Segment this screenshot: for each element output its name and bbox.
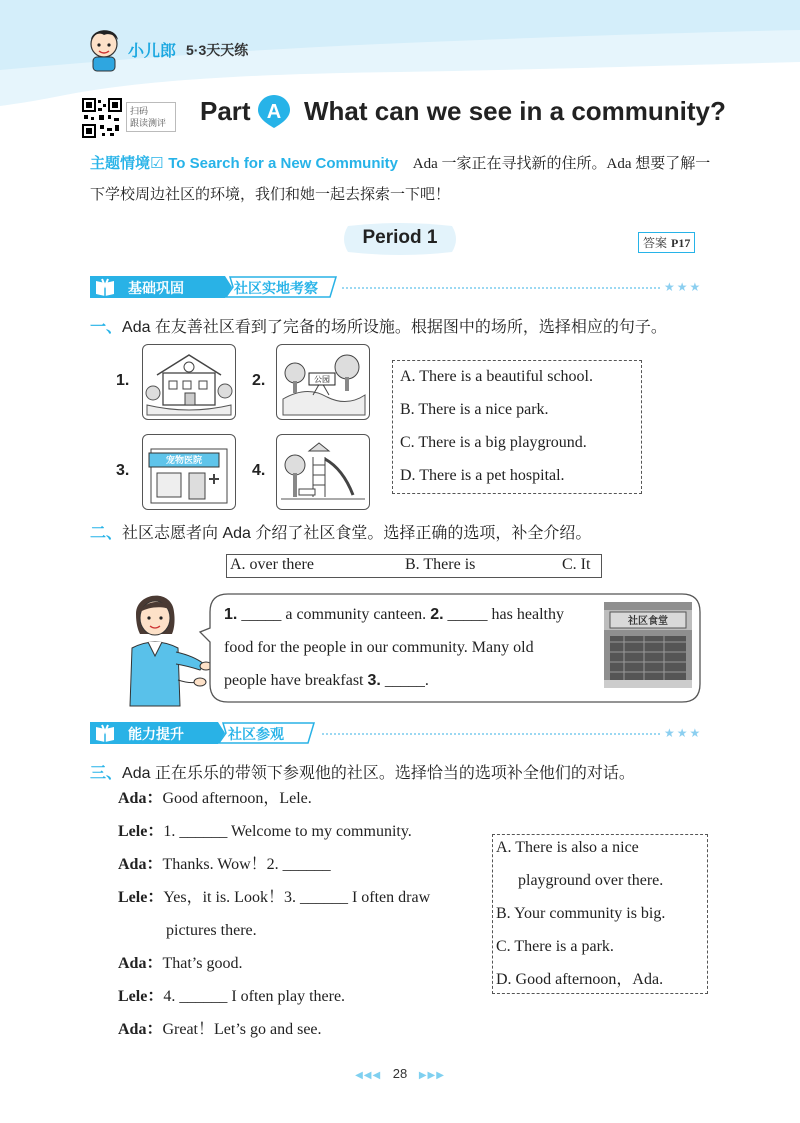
blank-2[interactable]: _____ <box>447 606 488 623</box>
section-bar-advanced <box>90 720 320 746</box>
page-number: 28 <box>392 1066 408 1081</box>
qr-caption: 扫码 跟读测评 <box>126 102 176 132</box>
part-letter-badge <box>257 94 291 128</box>
brand-logo-text: 小儿郎 <box>128 43 177 60</box>
question-3-text: Ada 正在乐乐的带领下参观他的社区。选择恰当的选项补全他们的对话。 <box>122 765 635 782</box>
pet-hospital-icon <box>142 434 236 510</box>
section-sub-basic: 社区实地考察 <box>234 280 318 296</box>
theme-chinese: Ada 一家正在寻找新的住所。Ada 想要了解一下学校周边社区的环境，我们和她一起去探索一下吧！ <box>90 156 711 203</box>
section-divider <box>322 733 660 735</box>
question-3-option-b: B. Your community is big. <box>496 905 666 922</box>
question-2-instruction <box>90 520 591 543</box>
theme-english: To Search for a New Community <box>168 155 398 172</box>
series-name: 5·3天天练 <box>186 42 249 58</box>
speech-line-3 <box>224 664 604 697</box>
question-2-option-a: A. over there <box>230 556 314 573</box>
speech-line-1 <box>224 598 604 631</box>
speech-line-2: food for the people in our community. Many old <box>224 639 534 656</box>
question-2-number: 二、 <box>90 525 123 542</box>
book-icon <box>94 723 116 743</box>
prev-arrows-icon: ◀◀◀ <box>355 1070 382 1081</box>
question-2-option-b: B. There is <box>405 556 476 573</box>
speech-line-1-text-end: has healthy <box>487 606 564 623</box>
picture-2-number: 2. <box>252 372 266 389</box>
blank-3[interactable]: _____. <box>384 672 429 689</box>
blank-1-number: 1. <box>224 606 238 623</box>
canteen-introduction <box>224 598 604 697</box>
dialogue-line[interactable]: Lele：4. ______ I often play there. <box>118 988 346 1005</box>
book-icon <box>94 277 116 297</box>
question-3-instruction <box>90 760 635 783</box>
question-1-number: 一、 <box>90 319 123 336</box>
next-arrows-icon: ▶▶▶ <box>418 1070 445 1081</box>
question-3-number: 三、 <box>90 765 123 782</box>
question-2-text: 社区志愿者向 Ada 介绍了社区食堂。选择正确的选项，补全介绍。 <box>122 525 592 542</box>
dialogue-line: Ada：Good afternoon，Lele. <box>118 790 312 807</box>
speech-line-3-text: people have breakfast <box>224 672 368 689</box>
dialogue-line: pictures there. <box>166 922 257 939</box>
period-title: Period 1 <box>362 227 438 248</box>
section-label-basic: 基础巩固 <box>128 280 184 296</box>
section-stars: ★★★ <box>664 726 703 740</box>
question-1-option-d: D. There is a pet hospital. <box>400 467 565 484</box>
school-building-icon <box>142 344 236 420</box>
answer-reference[interactable] <box>638 232 695 253</box>
blank-2-number: 2. <box>430 606 444 623</box>
theme-intro <box>90 148 720 210</box>
question-3-option-a: A. There is also a nice <box>496 839 639 856</box>
section-sub-advanced: 社区参观 <box>228 726 284 742</box>
picture-3-number: 3. <box>116 462 130 479</box>
question-3-option-d: D. Good afternoon，Ada. <box>496 971 664 988</box>
question-2-option-c: C. It <box>562 556 591 573</box>
answer-page: P17 <box>671 236 691 250</box>
pet-hospital-sign: 宠物医院 <box>165 456 203 466</box>
boy-mascot-icon <box>84 26 124 72</box>
canteen-photo <box>604 602 692 688</box>
question-1-text: Ada 在友善社区看到了完备的场所设施。根据图中的场所，选择相应的句子。 <box>122 319 667 336</box>
park-sign: 公园 <box>314 375 330 384</box>
section-divider <box>342 287 660 289</box>
question-3-option-c: C. There is a park. <box>496 938 614 955</box>
dialogue-line[interactable]: Lele：Yes，it is. Look！3. ______ I often draw <box>118 889 431 906</box>
question-1-option-c: C. There is a big playground. <box>400 434 587 451</box>
section-stars: ★★★ <box>664 280 703 294</box>
dialogue-line: Ada：That’s good. <box>118 955 243 972</box>
park-icon <box>276 344 370 420</box>
dialogue <box>118 782 498 1046</box>
theme-label: 主题情境☑ <box>90 155 164 172</box>
speech-line-1-text: a community canteen. <box>281 606 431 623</box>
part-label: Part <box>200 96 251 126</box>
dialogue-line[interactable]: Lele：1. ______ Welcome to my community. <box>118 823 412 840</box>
question-1-instruction <box>90 314 667 337</box>
answer-label: 答案 <box>643 236 668 250</box>
part-letter: A <box>266 101 282 123</box>
picture-1-number: 1. <box>116 372 130 389</box>
qr-code-icon[interactable] <box>82 98 122 138</box>
page-title: What can we see in a community? <box>304 96 726 126</box>
question-1-option-b: B. There is a nice park. <box>400 401 549 418</box>
playground-icon <box>276 434 370 510</box>
blank-3-number: 3. <box>367 672 381 689</box>
picture-4-number: 4. <box>252 462 266 479</box>
section-label-advanced: 能力提升 <box>128 726 184 742</box>
question-1-option-a: A. There is a beautiful school. <box>400 368 593 385</box>
dialogue-line[interactable]: Ada：Thanks. Wow！2. ______ <box>118 856 331 873</box>
dialogue-line: Ada：Great！Let’s go and see. <box>118 1021 322 1038</box>
canteen-sign: 社区食堂 <box>628 616 668 627</box>
page-footer <box>340 1066 460 1081</box>
question-3-option-a-cont: playground over there. <box>518 872 664 889</box>
blank-1[interactable]: _____ <box>241 606 282 623</box>
